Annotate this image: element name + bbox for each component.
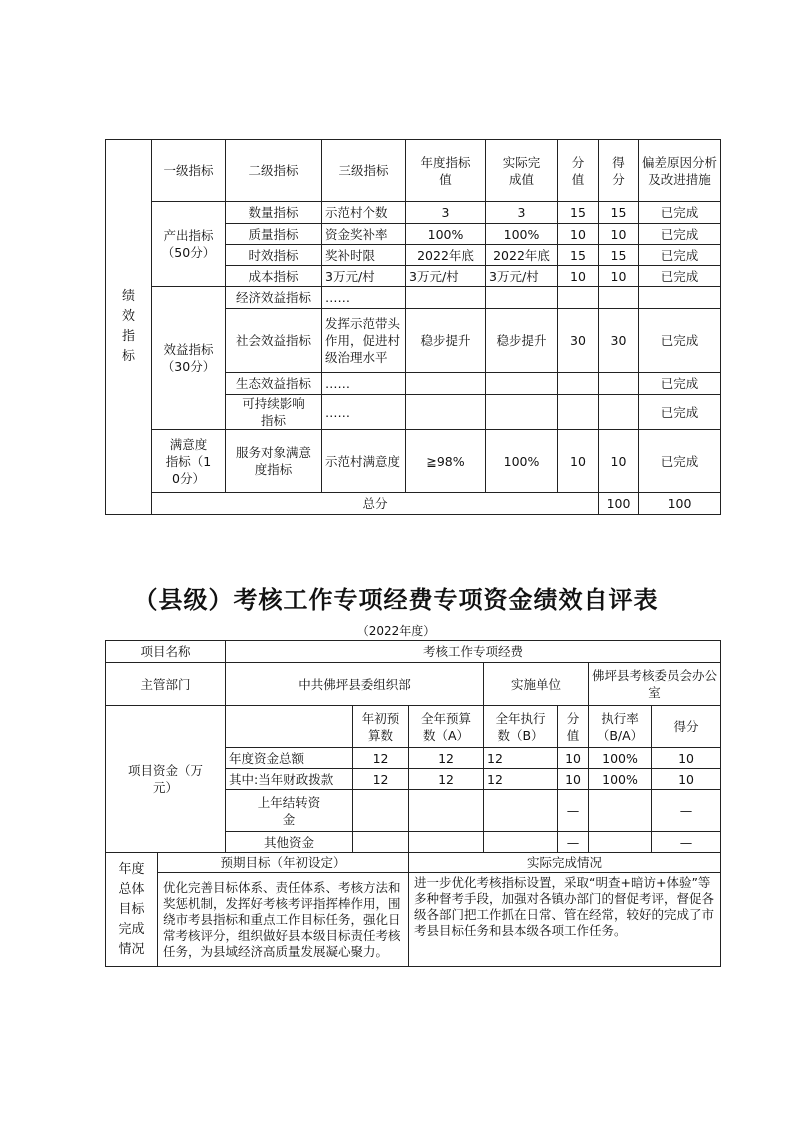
fund-evaluation-table	[105, 640, 721, 967]
row-l3: 示范村满意度	[322, 430, 406, 493]
header-level3: 三级指标	[322, 140, 406, 202]
fund-rate	[589, 790, 652, 832]
row-target: 2022年底	[406, 245, 486, 266]
row-actual	[486, 395, 558, 430]
fund-score: 10	[652, 748, 721, 769]
fund-full-budget: 12	[409, 769, 484, 790]
row-score	[599, 395, 639, 430]
fund-weight: 10	[558, 769, 589, 790]
row-score: 15	[599, 245, 639, 266]
row-actual	[486, 373, 558, 395]
year-label: （2022年度）	[356, 624, 436, 638]
row-note: 已完成	[639, 309, 721, 373]
row-actual: 3	[486, 202, 558, 224]
row-actual: 2022年底	[486, 245, 558, 266]
fund-initial	[353, 832, 409, 853]
row-l3: ……	[322, 395, 406, 430]
row-l3: 资金奖补率	[322, 224, 406, 245]
row-note: 已完成	[639, 395, 721, 430]
fund-weight: 10	[558, 748, 589, 769]
row-weight	[558, 395, 599, 430]
fund-row-label: 其中:当年财政拨款	[226, 769, 353, 790]
category-cell: 绩效指标	[106, 140, 152, 515]
row-l3: ……	[322, 373, 406, 395]
header-actual: 实际完成值	[486, 140, 558, 202]
performance-indicator-table	[105, 139, 721, 515]
actual-label: 实际完成情况	[409, 853, 721, 873]
row-l3: 示范村个数	[322, 202, 406, 224]
blank-header	[226, 706, 353, 748]
row-l3: ……	[322, 287, 406, 309]
row-actual: 100%	[486, 224, 558, 245]
fund-score: —	[652, 832, 721, 853]
row-target: 3万元/村	[406, 266, 486, 287]
row-target: 3	[406, 202, 486, 224]
row-actual: 100%	[486, 430, 558, 493]
header-level1: 一级指标	[152, 140, 226, 202]
row-score	[599, 287, 639, 309]
row-weight: 15	[558, 202, 599, 224]
row-l2: 时效指标	[226, 245, 322, 266]
header-rate: 执行率（B/A）	[589, 706, 652, 748]
row-weight: 10	[558, 224, 599, 245]
header-level2: 二级指标	[226, 140, 322, 202]
funds-label: 项目资金（万元）	[106, 706, 226, 853]
row-note: 已完成	[639, 224, 721, 245]
row-l2: 服务对象满意度指标	[226, 430, 322, 493]
project-name-label: 项目名称	[106, 641, 226, 663]
header-target: 年度指标值	[406, 140, 486, 202]
impl-value: 佛坪县考核委员会办公室	[589, 663, 721, 706]
fund-full-budget	[409, 832, 484, 853]
row-l2: 质量指标	[226, 224, 322, 245]
row-score: 30	[599, 309, 639, 373]
row-weight: 10	[558, 266, 599, 287]
header-weight: 分值	[558, 140, 599, 202]
row-l2: 经济效益指标	[226, 287, 322, 309]
row-note: 已完成	[639, 202, 721, 224]
row-note: 已完成	[639, 430, 721, 493]
fund-row-label: 其他资金	[226, 832, 353, 853]
row-target: 100%	[406, 224, 486, 245]
row-weight	[558, 373, 599, 395]
fund-full-exec: 12	[484, 769, 558, 790]
row-weight: 10	[558, 430, 599, 493]
row-note: 已完成	[639, 266, 721, 287]
fund-full-exec	[484, 832, 558, 853]
row-l2: 可持续影响指标	[226, 395, 322, 430]
page-title: （县级）考核工作专项经费专项资金绩效自评表	[133, 585, 659, 614]
fund-score: 10	[652, 769, 721, 790]
goal-label: 年度总体目标完成情况	[106, 853, 158, 967]
row-note	[639, 287, 721, 309]
row-l3: 奖补时限	[322, 245, 406, 266]
dept-value: 中共佛坪县委组织部	[226, 663, 484, 706]
row-actual: 3万元/村	[486, 266, 558, 287]
fund-initial	[353, 790, 409, 832]
row-weight	[558, 287, 599, 309]
fund-rate: 100%	[589, 769, 652, 790]
expected-text: 优化完善目标体系、责任体系、考核方法和奖惩机制，发挥好考核考评指挥棒作用，围绕市考县指标和重点工作目标任务，强化日常考核评分，组织做好县本级目标责任考核任务，为县域经济高质量发展凝心聚力。	[158, 873, 409, 967]
header-initial: 年初预算数	[353, 706, 409, 748]
fund-score: —	[652, 790, 721, 832]
row-weight: 15	[558, 245, 599, 266]
row-score	[599, 373, 639, 395]
fund-initial: 12	[353, 748, 409, 769]
row-score: 10	[599, 266, 639, 287]
row-target: ≧98%	[406, 430, 486, 493]
fund-full-exec	[484, 790, 558, 832]
row-l3: 3万元/村	[322, 266, 406, 287]
impl-label: 实施单位	[484, 663, 589, 706]
group-output: 产出指标（50分）	[152, 202, 226, 287]
fund-weight: —	[558, 790, 589, 832]
actual-text: 进一步优化考核指标设置，采取“明查+暗访+体验”等多种督考手段，加强对各镇办部门的督促考评，督促各级各部门把工作抓在日常、管在经常，较好的完成了市考县目标任务和县本级各项工作任务。	[409, 873, 721, 967]
row-score: 10	[599, 430, 639, 493]
fund-rate: 100%	[589, 748, 652, 769]
row-l2: 成本指标	[226, 266, 322, 287]
fund-initial: 12	[353, 769, 409, 790]
row-l3: 发挥示范带头作用，促进村级治理水平	[322, 309, 406, 373]
header-full-budget: 全年预算数（A）	[409, 706, 484, 748]
row-target: 稳步提升	[406, 309, 486, 373]
row-target	[406, 395, 486, 430]
total-weight: 100	[599, 493, 639, 515]
group-satisfaction: 满意度指标（10分）	[152, 430, 226, 493]
row-actual	[486, 287, 558, 309]
fund-rate	[589, 832, 652, 853]
row-note: 已完成	[639, 245, 721, 266]
row-l2: 数量指标	[226, 202, 322, 224]
row-target	[406, 287, 486, 309]
header-deviation: 偏差原因分析及改进措施	[639, 140, 721, 202]
fund-full-budget	[409, 790, 484, 832]
fund-row-label: 上年结转资金	[226, 790, 353, 832]
header-weight: 分值	[558, 706, 589, 748]
row-note: 已完成	[639, 373, 721, 395]
row-actual: 稳步提升	[486, 309, 558, 373]
fund-row-label: 年度资金总额	[226, 748, 353, 769]
row-score: 10	[599, 224, 639, 245]
dept-label: 主管部门	[106, 663, 226, 706]
fund-weight: —	[558, 832, 589, 853]
total-score: 100	[639, 493, 721, 515]
header-full-exec: 全年执行数（B）	[484, 706, 558, 748]
project-name: 考核工作专项经费	[226, 641, 721, 663]
header-score: 得分	[599, 140, 639, 202]
row-l2: 社会效益指标	[226, 309, 322, 373]
total-label: 总分	[152, 493, 599, 515]
header-score: 得分	[652, 706, 721, 748]
fund-full-exec: 12	[484, 748, 558, 769]
row-score: 15	[599, 202, 639, 224]
expected-label: 预期目标（年初设定）	[158, 853, 409, 873]
row-weight: 30	[558, 309, 599, 373]
fund-full-budget: 12	[409, 748, 484, 769]
row-l2: 生态效益指标	[226, 373, 322, 395]
group-benefit: 效益指标（30分）	[152, 287, 226, 430]
row-target	[406, 373, 486, 395]
